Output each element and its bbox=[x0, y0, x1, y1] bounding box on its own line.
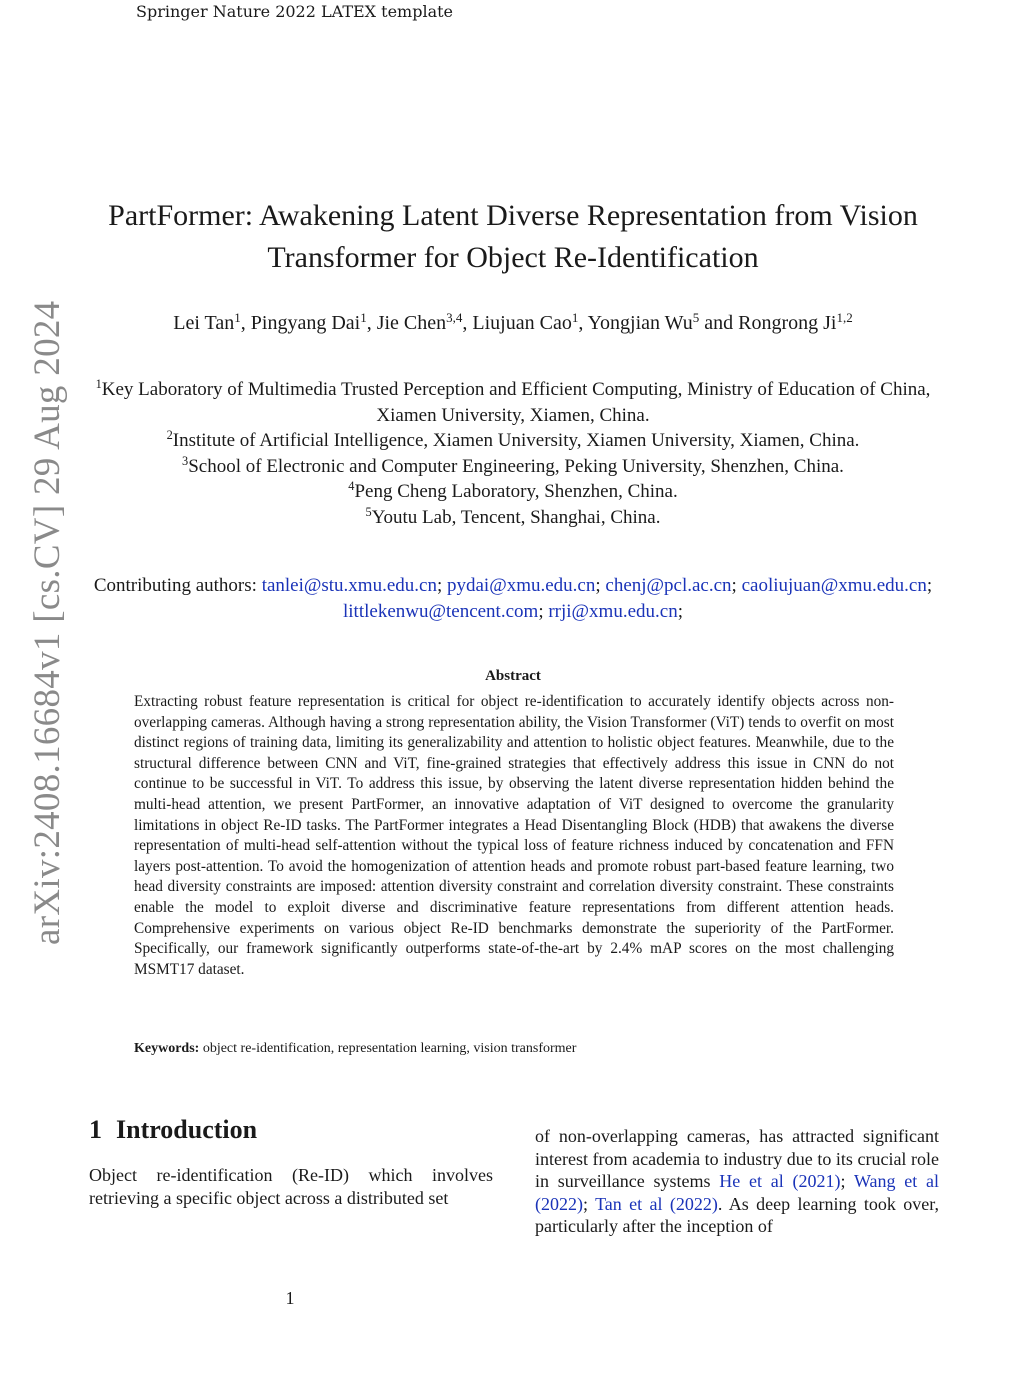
keywords-label: Keywords: bbox=[134, 1041, 200, 1056]
author-affiliation-mark: 1 bbox=[571, 309, 579, 325]
author-list: Lei Tan$^1$, Pingyang Dai$^1$, Jie Chen$^{3,4}$, Liujuan Cao$^1$, Yongjian Wu$^5$ and Rongrong Ji$^{1,2}$ bbox=[173, 309, 853, 334]
author-affiliation-mark: 5 bbox=[692, 309, 700, 325]
intro-right-text-end: . As deep learning took over, particularly after the inception of bbox=[535, 1193, 939, 1236]
affiliation-number: 5 bbox=[365, 504, 372, 519]
author-email-link[interactable]: rrji@xmu.edu.cn bbox=[548, 600, 678, 622]
author-name: Jie Chen bbox=[376, 312, 447, 334]
intro-right-column: of non-overlapping cameras, has attracted significant interest from academia to industry due to its crucial role in surveillance systems He et al (2021); Wang et al (2022); Tan et al (2022). As deep learning took over, particularly after the inception of bbox=[535, 1126, 939, 1236]
affiliation-number: 2 bbox=[166, 428, 173, 443]
section-heading bbox=[89, 1115, 257, 1145]
affiliation-text: School of Electronic and Computer Engineering, Peking University, Shenzhen, China. bbox=[188, 455, 844, 477]
author-affiliation-mark: 1,2 bbox=[836, 309, 853, 325]
section-title: Introduction bbox=[116, 1115, 258, 1144]
author-name: Yongjian Wu bbox=[587, 312, 693, 334]
keywords-line bbox=[134, 1041, 894, 1057]
affiliation-text: Key Laboratory of Multimedia Trusted Perception and Efficient Computing, Ministry of Education of China, Xiamen University, Xiamen, China. bbox=[101, 379, 931, 426]
affiliation-number: 3 bbox=[182, 453, 189, 468]
running-header-text: Springer Nature 2022 bbox=[136, 2, 316, 21]
author-email-link[interactable]: caoliujuan@xmu.edu.cn bbox=[741, 575, 927, 596]
citation-wang-2022[interactable]: Wang et al (2022) bbox=[535, 1171, 939, 1214]
affiliation-item bbox=[90, 479, 936, 505]
email-list: tanlei@stu.xmu.edu.cn; pydai@xmu.edu.cn; chenj@pcl.ac.cn; caoliujuan@xmu.edu.cn; littlekenwu@tencent.com; rrji@xmu.edu.cn; bbox=[261, 575, 933, 622]
contributing-authors bbox=[90, 573, 936, 624]
affiliation-list bbox=[90, 377, 936, 530]
arxiv-stamp: arXiv:2408.16684v1 [cs.CV] 29 Aug 2024 bbox=[27, 300, 68, 945]
author-name: Rongrong Ji bbox=[738, 312, 837, 334]
affiliation-item bbox=[90, 377, 936, 428]
affiliation-item bbox=[90, 505, 936, 531]
author-name: Liujuan Cao bbox=[472, 312, 572, 334]
paper-title: PartFormer: Awakening Latent Diverse Representation from Vision Transformer for Object Re-Identification bbox=[108, 199, 918, 274]
author-email-link[interactable]: chenj@pcl.ac.cn bbox=[605, 575, 732, 596]
page-number: 1 bbox=[285, 1288, 295, 1308]
author-name: Pingyang Dai bbox=[250, 312, 361, 334]
abstract-heading: Abstract bbox=[485, 668, 541, 684]
citation-he-2021[interactable]: He et al (2021) bbox=[719, 1171, 841, 1191]
intro-right-text: of non-overlapping cameras, has attracted significant interest from academia to industry due to its crucial role in surveillance systems bbox=[535, 1126, 939, 1191]
affiliation-text: Institute of Artificial Intelligence, Xiamen University, Xiamen University, Xiamen, China. bbox=[172, 430, 860, 451]
affiliation-number: 1 bbox=[95, 377, 102, 392]
author-affiliation-mark: 3,4 bbox=[446, 309, 463, 325]
abstract-body: Extracting robust feature representation is critical for object re-identification to accurately identify objects across non-overlapping cameras. Although having a strong representation ability, the Vision Transformer (ViT) tends to overfit on most distinct regions of training data, limiting its generalizability and attention to holistic object features. Meanwhile, due to the structural difference between CNN and ViT, fine-grained strategies that effectively address this issue in CNN do not continue to be successful in ViT. To address this issue, by observing the latent diverse representation hidden behind the multi-head attention, we present PartFormer, an innovative adaptation of ViT designed to overcome the granularity limitations in object Re-ID tasks. The PartFormer integrates a Head Disentangling Block (HDB) that awakens the diverse representation of multi-head self-attention without the typical loss of feature richness induced by concatenation and FFN layers post-attention. To avoid the homogenization of attention heads and promote robust part-based feature learning, two head diversity constraints are imposed: attention diversity constraint and correlation diversity constraint. These constraints enable the model to exploit diverse and discriminative feature representations from different attention heads. Comprehensive experiments on various object Re-ID benchmarks demonstrate the superiority of the PartFormer. Specifically, our framework significantly outperforms state-of-the-art by 2.4% mAP scores on the most challenging MSMT17 dataset. bbox=[134, 693, 894, 978]
arxiv-stamp-wrapper bbox=[20, 285, 76, 945]
author-affiliation-mark: 1 bbox=[234, 309, 241, 325]
author-name: Lei Tan bbox=[173, 312, 235, 334]
latex-logo: LATEX bbox=[321, 2, 377, 21]
affiliation-item bbox=[90, 454, 936, 480]
author-email-link[interactable]: littlekenwu@tencent.com bbox=[343, 600, 539, 622]
section-number: 1 bbox=[89, 1115, 102, 1144]
author-email-link[interactable]: tanlei@stu.xmu.edu.cn bbox=[261, 575, 437, 596]
running-header bbox=[136, 2, 453, 21]
affiliation-number: 4 bbox=[348, 479, 355, 494]
citation-tan-2022[interactable]: Tan et al (2022) bbox=[595, 1193, 718, 1214]
intro-left-column: Object re-identification (Re-ID) which involves retrieving a specific object across a distributed set bbox=[89, 1165, 493, 1208]
running-header-suffix: template bbox=[381, 2, 454, 21]
contributing-label: Contributing authors: bbox=[93, 575, 257, 596]
author-email-link[interactable]: pydai@xmu.edu.cn bbox=[447, 575, 596, 596]
affiliation-item bbox=[90, 428, 936, 454]
affiliation-text: Peng Cheng Laboratory, Shenzhen, China. bbox=[354, 481, 678, 502]
keywords-text: object re-identification, representation learning, vision transformer bbox=[202, 1041, 577, 1056]
author-affiliation-mark: 1 bbox=[360, 309, 367, 325]
affiliation-text: Youtu Lab, Tencent, Shanghai, China. bbox=[371, 506, 661, 528]
